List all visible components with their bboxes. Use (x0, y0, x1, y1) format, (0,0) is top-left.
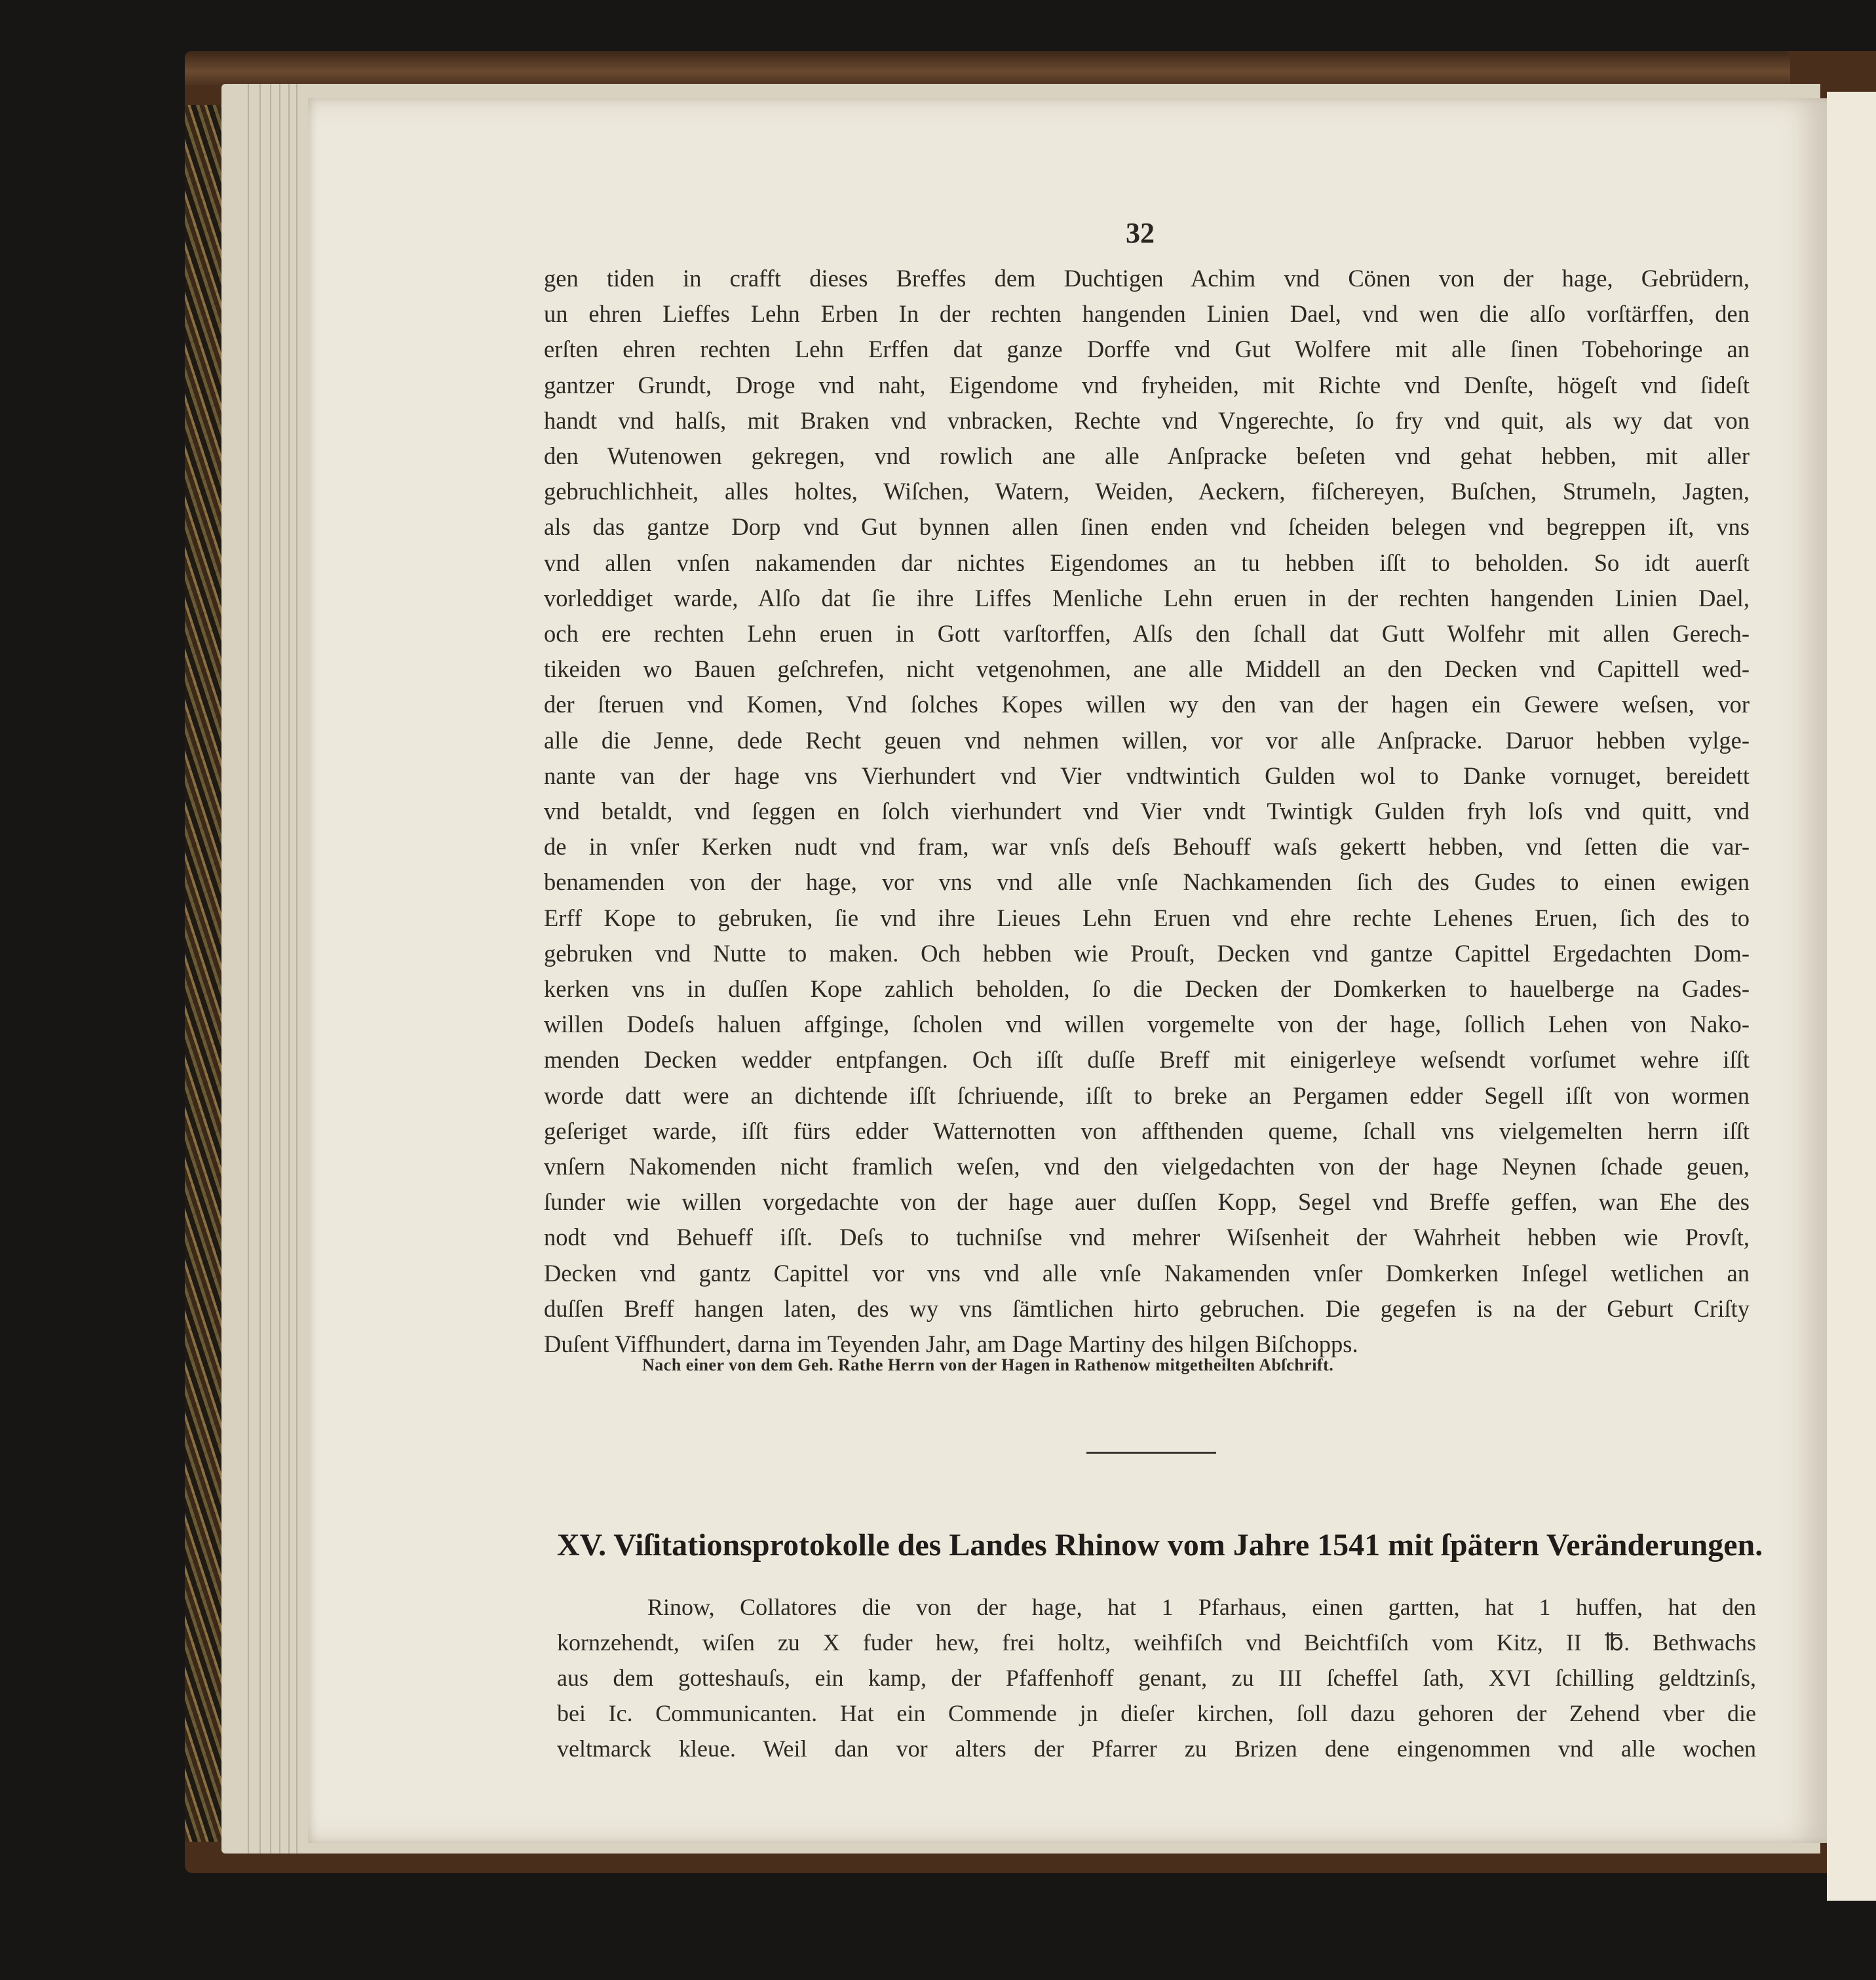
text-line: vnſern Nakomenden nicht framlich weſen, vnd den vielgedachten von der hage Neynen ſchade geuen, (544, 1153, 1750, 1180)
section-text (557, 1589, 1756, 1766)
text-line: benamenden von der hage, vor vns vnd alle vnſe Nachkamenden ſich des Gudes to einen ewigen (544, 868, 1750, 896)
text-line: willen Dodeſs haluen affginge, ſcholen vnd willen vorgemelte von der hage, ſollich Lehen von Nako- (544, 1011, 1750, 1038)
text-line: alle die Jenne, dede Recht geuen vnd nehmen willen, vor vor alle Anſpracke. Daruor hebben vylge- (544, 726, 1750, 754)
text-line: gen tiden in crafft dieses Breffes dem Duchtigen Achim vnd Cönen von der hage, Gebrüdern, (544, 265, 1750, 292)
text-line: worde datt were an dichtende iſſt ſchriuende, iſſt to breke an Pergamen edder Segell iſſt von wormen (544, 1081, 1750, 1109)
facing-page-edge (1827, 92, 1876, 1901)
text-line: Rinow, Collatores die von der hage, hat 1 Pfarhaus, einen gartten, hat 1 huffen, hat den (647, 1594, 1756, 1620)
text-line: nodt vnd Behueff iſſt. Deſs to tuchniſse vnd mehrer Wiſsenheit der Wahrheit hebben wie Provſt, (544, 1224, 1750, 1251)
text-line: aus dem gotteshauſs, ein kamp, der Pfaffenhoff genant, zu III ſcheffel ſath, XVI ſchilling geldtzinſs, (557, 1665, 1756, 1691)
text-line: gebruken vnd Nutte to maken. Och hebben wie Prouſt, Decken vnd gantze Capittel Ergedachten Dom- (544, 939, 1750, 967)
text-line: nante van der hage vns Vierhundert vnd Vier vndtwintich Gulden wol to Danke vornuget, bereidett (544, 762, 1750, 789)
text-line: kornzehendt, wiſen zu X fuder hew, frei holtz, weihfiſch vnd Beichtfiſch vom Kitz, II ℔. Bethwachs (557, 1629, 1756, 1656)
text-line: och ere rechten Lehn eruen in Gott varſtorffen, Alſs den ſchall dat Gutt Wolfehr mit allen Gerech- (544, 620, 1750, 648)
text-line: kerken vns in duſſen Kope zahlich beholden, ſo die Decken der Domkerken to hauelberge na Gades- (544, 975, 1750, 1003)
text-line: geſeriget warde, iſſt fürs edder Watternotten von affthenden queme, ſchall vns vielgemelten herrn iſſt (544, 1117, 1750, 1144)
source-note: Nach einer von dem Geh. Rathe Herrn von der Hagen in Rathenow mitgetheilten Abſchrift. (642, 1355, 1334, 1374)
text-line: handt vnd halſs, mit Braken vnd vnbracken, Rechte vnd Vngerechte, ſo fry vnd quit, als wy dat von (544, 406, 1750, 434)
text-line: de in vnſer Kerken nudt vnd fram, war vnſs deſs Behouff waſs gekertt hebben, vnd ſetten die var- (544, 833, 1750, 861)
text-line: gebruchlichheit, alles holtes, Wiſchen, Watern, Weiden, Aeckern, fiſchereyen, Buſchen, Strumeln, Jagten, (544, 478, 1750, 505)
section-divider (1086, 1452, 1216, 1454)
text-line: bei Ic. Communicanten. Hat ein Commende jn dieſer kirchen, ſoll dazu gehoren der Zehend vber die (557, 1700, 1756, 1726)
text-line: duſſen Breff hangen laten, des wy vns ſämtlichen hirto gebruchen. Die gegefen is na der Geburt Criſty (544, 1294, 1750, 1322)
text-line: als das gantze Dorp vnd Gut bynnen allen ſinen enden vnd ſcheiden belegen vnd begreppen iſt, vns (544, 513, 1750, 541)
book-headband (185, 51, 1790, 85)
charter-text (544, 261, 1750, 1362)
text-line: Erff Kope to gebruken, ſie vnd ihre Lieues Lehn Eruen vnd ehre rechte Lehenes Eruen, ſich des to (544, 904, 1750, 931)
text-line: erſten ehren rechten Lehn Erffen dat ganze Dorffe vnd Gut Wolfere mit alle ſinen Tobehoringe an (544, 336, 1750, 363)
text-line: ſunder wie willen vorgedachte von der hage auer duſſen Kopp, Segel vnd Breffe geffen, wan Ehe des (544, 1188, 1750, 1216)
text-line: den Wutenowen gekregen, vnd rowlich ane alle Anſpracke beſeten vnd gehat hebben, mit aller (544, 442, 1750, 470)
section-heading: XV. Viſitationsprotokolle des Landes Rhinow vom Jahre 1541 mit ſpätern Veränderungen. (557, 1528, 1763, 1563)
text-line: veltmarck kleue. Weil dan vor alters der Pfarrer zu Brizen dene eingenommen vnd alle wochen (557, 1736, 1756, 1762)
page-number: 32 (1126, 217, 1155, 249)
text-line: Duſent Viffhundert, darna im Teyenden Jahr, am Dage Martiny des hilgen Biſchopps. (544, 1330, 1358, 1358)
text-line: tikeiden wo Bauen geſchrefen, nicht vetgenohmen, ane alle Middell an den Decken vnd Capittell wed- (544, 655, 1750, 683)
text-line: menden Decken wedder entpfangen. Och iſſt duſſe Breff mit einigerleye weſsendt vorſumet wehre iſſt (544, 1046, 1750, 1074)
text-line: Decken vnd gantz Capittel vor vns vnd alle vnſe Nakamenden vnſer Domkerken Inſegel wetlichen an (544, 1259, 1750, 1287)
text-line: der ſteruen vnd Komen, Vnd ſolches Kopes willen wy den van der hagen ein Gewere weſsen, vor (544, 691, 1750, 718)
text-line: vorleddiget warde, Alſo dat ſie ihre Liffes Menliche Lehn eruen in der rechten hangenden Linien Dael, (544, 584, 1750, 611)
text-line: vnd allen vnſen nakamenden dar nichtes Eigendomes an tu hebben iſſt to beholden. So idt auerſt (544, 549, 1750, 576)
text-line: un ehren Lieffes Lehn Erben In der rechten hangenden Linien Dael, vnd wen die alſo vorſtärffen, den (544, 300, 1750, 328)
text-line: gantzer Grundt, Droge vnd naht, Eigendome vnd fryheiden, mit Richte vnd Denſte, högeſt vnd ſideſt (544, 371, 1750, 398)
text-line: vnd betaldt, vnd ſeggen en ſolch vierhundert vnd Vier vndt Twintigk Gulden fryh loſs vnd quitt, vnd (544, 798, 1750, 825)
